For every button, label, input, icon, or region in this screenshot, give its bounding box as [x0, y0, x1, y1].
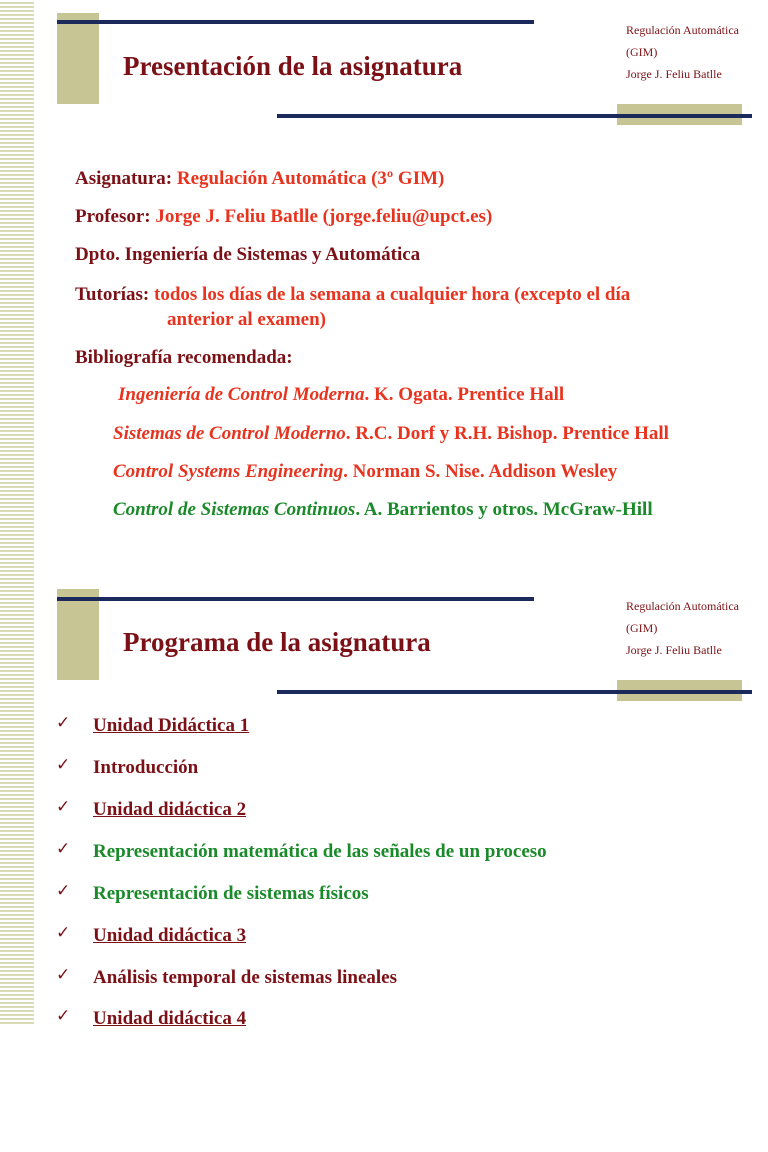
header-accent-block — [57, 13, 99, 104]
program-item-link[interactable]: Unidad didáctica 4 — [93, 1008, 247, 1029]
book-author: . Norman S. Nise. Addison Wesley — [343, 461, 618, 482]
checkmark-icon: ✓ — [56, 797, 71, 817]
slide-programa — [0, 576, 768, 1152]
profesor-line — [75, 205, 492, 229]
program-item: Representación matemática de las señales de un proceso — [93, 841, 547, 862]
program-item: Introducción — [93, 757, 199, 778]
book-title: Control Systems Engineering — [113, 461, 344, 482]
tutorias-line — [75, 283, 630, 307]
checkmark-icon: ✓ — [56, 881, 71, 901]
slide-title: Programa de la asignatura — [123, 627, 431, 657]
dpto-text: Dpto. Ingeniería de Sistemas y Automática — [75, 244, 421, 265]
dpto-line — [75, 243, 420, 267]
course-code: (GIM) — [626, 45, 658, 59]
program-item: Representación de sistemas físicos — [93, 883, 369, 904]
book-item — [113, 498, 653, 522]
header-accent-block — [57, 589, 99, 680]
program-item: Análisis temporal de sistemas lineales — [93, 967, 397, 988]
checkmark-icon: ✓ — [56, 839, 71, 859]
tutorias-label: Tutorías: — [75, 284, 150, 305]
program-item-link[interactable]: Unidad Didáctica 1 — [93, 715, 250, 736]
bibliografia-line — [75, 346, 293, 370]
asignatura-label: Asignatura: — [75, 168, 173, 189]
book-author: . R.C. Dorf y R.H. Bishop. Prentice Hall — [345, 423, 669, 444]
checkmark-icon: ✓ — [56, 713, 71, 733]
program-item-link[interactable]: Unidad didáctica 2 — [93, 799, 247, 820]
header-top-line — [57, 20, 534, 24]
checkmark-icon: ✓ — [56, 965, 71, 985]
tutorias-value: todos los días de la semana a cualquier hora (excepto el día — [154, 284, 631, 305]
course-label — [626, 595, 739, 661]
asignatura-value: Regulación Automática (3º GIM) — [176, 168, 445, 189]
checkmark-icon: ✓ — [56, 1006, 71, 1026]
course-author: Jorge J. Feliu Batlle — [626, 643, 722, 657]
book-title: Sistemas de Control Moderno — [113, 423, 346, 444]
checkmark-icon: ✓ — [56, 923, 71, 943]
header-top-line — [57, 597, 534, 601]
program-item-link[interactable]: Unidad didáctica 3 — [93, 925, 247, 946]
book-item — [113, 422, 669, 446]
tutorias-line-2 — [167, 308, 326, 332]
course-name: Regulación Automática — [626, 23, 739, 37]
book-title: Ingeniería de Control Moderna — [118, 384, 365, 405]
book-item — [113, 460, 617, 484]
course-code: (GIM) — [626, 621, 658, 635]
header-bottom-line — [277, 690, 752, 694]
bibliografia-label: Bibliografía recomendada: — [75, 347, 293, 368]
course-author: Jorge J. Feliu Batlle — [626, 67, 722, 81]
header-bottom-line — [277, 114, 752, 118]
tutorias-value-cont: anterior al examen) — [167, 309, 326, 330]
book-author: . A. Barrientos y otros. McGraw-Hill — [355, 499, 653, 520]
profesor-value: Jorge J. Feliu Batlle (jorge.feliu@upct.es) — [155, 206, 493, 227]
slide-title: Presentación de la asignatura — [123, 51, 463, 81]
checkmark-icon: ✓ — [56, 755, 71, 775]
course-label — [626, 19, 739, 85]
book-author: . K. Ogata. Prentice Hall — [364, 384, 565, 405]
book-title: Control de Sistemas Continuos — [113, 499, 356, 520]
course-name: Regulación Automática — [626, 599, 739, 613]
asignatura-line — [75, 167, 444, 191]
profesor-label: Profesor: — [75, 206, 151, 227]
book-item — [118, 383, 564, 407]
